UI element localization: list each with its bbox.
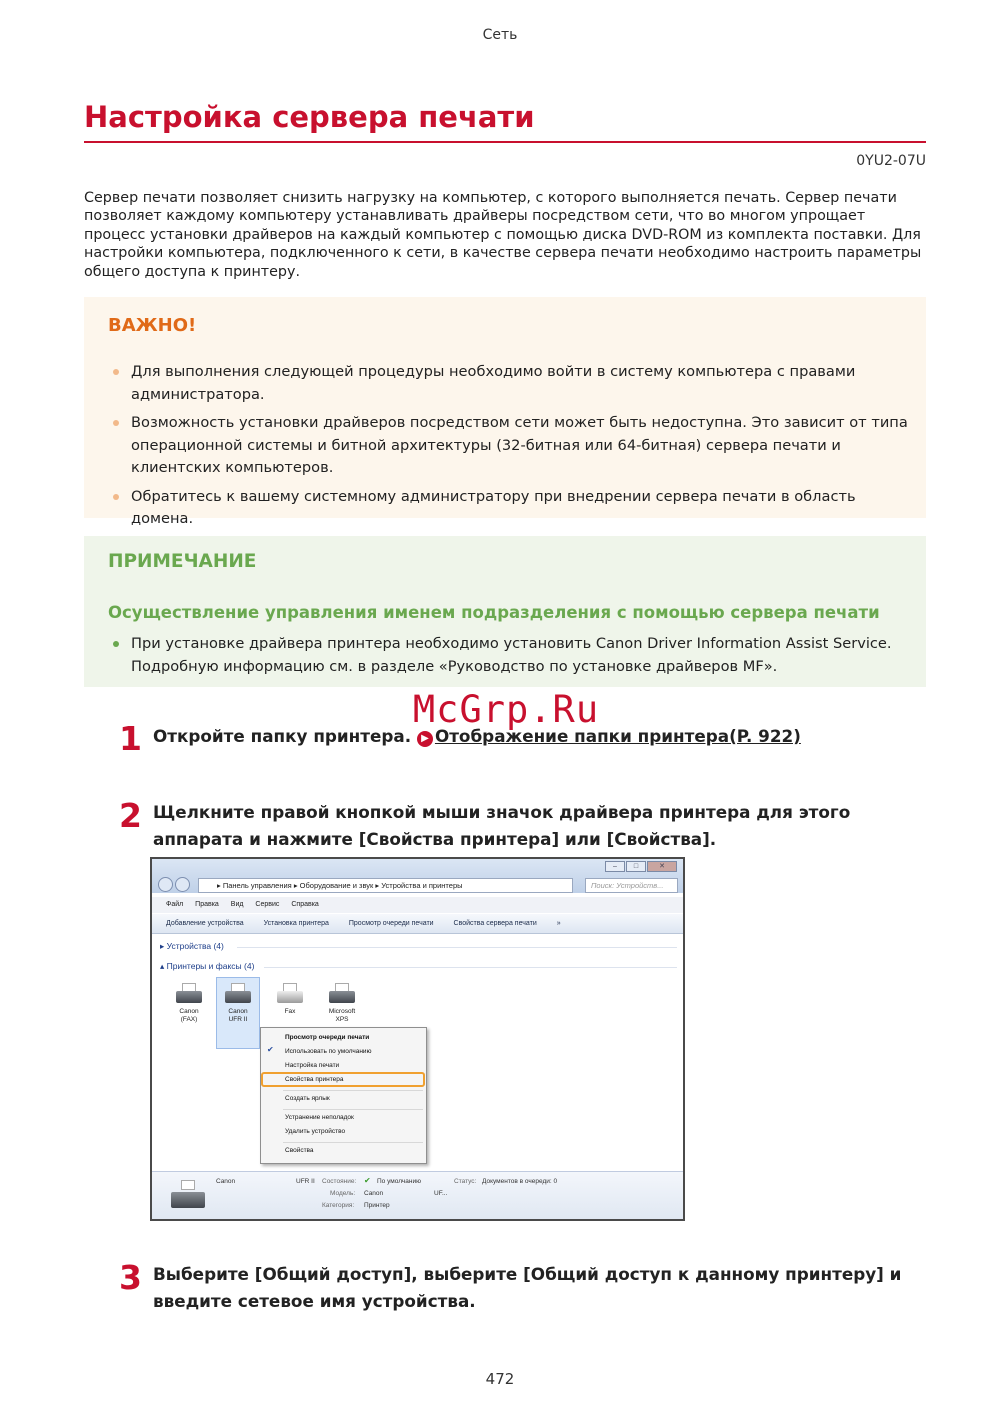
details-state-value: По умолчанию — [377, 1178, 421, 1185]
device-label: (FAX) — [180, 1016, 198, 1023]
printer-canon-fax[interactable] — [167, 983, 211, 1024]
back-icon[interactable] — [158, 877, 173, 892]
printer-icon — [327, 983, 357, 1005]
link-arrow-icon: ▶ — [417, 731, 433, 747]
minimize-icon[interactable]: – — [605, 861, 625, 872]
list-item: Обратитесь к вашему системному администратору при внедрении сервера печати в область домена. — [108, 486, 908, 531]
menu-help[interactable]: Справка — [291, 901, 319, 908]
command-bar — [152, 914, 683, 934]
step-text-3: Выберите [Общий доступ], выберите [Общий доступ к данному принтеру] и введите сетевое имя устройства. — [153, 1264, 902, 1311]
important-title: ВАЖНО! — [108, 315, 197, 336]
window-controls — [604, 861, 677, 872]
menu-item-preferences[interactable]: Настройка печати — [285, 1062, 340, 1069]
page-number: 472 — [485, 1370, 515, 1388]
device-label: Fax — [284, 1008, 296, 1015]
step-1-link-label: Отображение папки принтера(P. 922) — [434, 726, 801, 746]
menu-item-printer-properties[interactable]: Свойства принтера — [285, 1076, 344, 1083]
menu-item-set-default[interactable]: Использовать по умолчанию — [285, 1048, 372, 1055]
details-pane — [152, 1171, 683, 1221]
menu-view[interactable]: Вид — [230, 901, 244, 908]
address-bar[interactable]: ▸ Панель управления ▸ Оборудование и звук ▸ Устройства и принтеры — [198, 878, 573, 893]
note-list — [108, 633, 908, 678]
group-divider — [237, 947, 677, 948]
note-box — [84, 536, 926, 687]
printer-icon — [223, 983, 253, 1005]
step-1-instruction: Откройте папку принтера. — [153, 726, 412, 746]
list-item: Возможность установки драйверов посредством сети может быть недоступна. Это зависит от типа операционной системы и битной архитектуры (32-битная или 64-битная) сервера печати и клиентских компьютеров. — [108, 412, 908, 480]
group-devices[interactable]: ▸ Устройства (4) — [160, 941, 224, 951]
list-item: При установке драйвера принтера необходимо установить Canon Driver Information Assist Service. Подробную информацию см. в разделе «Руководство по установке драйверов MF». — [108, 633, 908, 678]
device-label: UFR II — [228, 1016, 248, 1023]
search-input[interactable]: Поиск: Устройств... — [585, 878, 678, 893]
menu-separator — [283, 1142, 423, 1143]
details-category-label: Категория: — [322, 1202, 355, 1209]
title-divider — [84, 141, 926, 143]
important-box — [84, 297, 926, 527]
device-label: XPS — [335, 1016, 349, 1023]
group-divider — [264, 967, 677, 968]
details-name: Canon — [216, 1178, 236, 1185]
step-text-1 — [153, 723, 913, 750]
menu-item-see-queue[interactable]: Просмотр очереди печати — [285, 1034, 370, 1041]
note-subtitle: Осуществление управления именем подразделения с помощью сервера печати — [108, 603, 880, 622]
device-label: Microsoft — [328, 1008, 356, 1015]
details-model-value: Canon — [364, 1190, 384, 1197]
intro-paragraph: Сервер печати позволяет снизить нагрузку на компьютер, с которого выполняется печать. Сервер печати позволяет каждому компьютеру устанавливать драйверы посредством сети, что во многом упрощает процесс установки драйверов на каждый компьютер с помощью диска DVD-ROM из комплекта поставки. Для настройки компьютера, подключенного к сети, в качестве сервера печати необходимо настроить параметры общего доступа к принтеру. — [84, 190, 922, 280]
running-header: Сеть — [482, 27, 518, 43]
details-status-value: Документов в очереди: 0 — [482, 1178, 558, 1185]
details-driver: UFR II — [296, 1178, 315, 1185]
add-printer-button[interactable]: Установка принтера — [263, 920, 329, 927]
printer-icon — [174, 983, 204, 1005]
step-1-link[interactable] — [417, 726, 801, 746]
server-properties-button[interactable]: Свойства сервера печати — [453, 920, 537, 927]
device-label: Canon — [179, 1008, 199, 1015]
group-printers[interactable]: ▴ Принтеры и факсы (4) — [160, 961, 255, 971]
details-status-label: Статус: — [454, 1178, 477, 1185]
details-state-label: Состояние: — [322, 1178, 357, 1185]
maximize-icon[interactable]: □ — [626, 861, 646, 872]
menu-item-create-shortcut[interactable]: Создать ярлык — [285, 1095, 330, 1102]
group-devices-label: Устройства (4) — [166, 941, 224, 951]
default-check-icon: ✔ — [364, 1176, 371, 1185]
step-text-2: Щелкните правой кнопкой мыши значок драйвера принтера для этого аппарата и нажмите [Свойства принтера] или [Свойства]. — [153, 802, 851, 849]
menu-bar — [152, 897, 683, 913]
device-label: Canon — [228, 1008, 248, 1015]
menu-separator — [283, 1109, 423, 1110]
step-number-1: 1 — [119, 719, 142, 758]
add-device-button[interactable]: Добавление устройства — [166, 920, 244, 927]
more-commands-button[interactable]: » — [556, 920, 561, 927]
list-item: Для выполнения следующей процедуры необходимо войти в систему компьютера с правами администратора. — [108, 361, 908, 406]
menu-item-remove-device[interactable]: Удалить устройство — [285, 1128, 346, 1135]
document-id: 0YU2-07U — [856, 153, 926, 169]
details-model-label: Модель: — [330, 1190, 356, 1197]
watermark: McGrp.Ru — [412, 688, 600, 731]
close-icon[interactable]: ✕ — [647, 861, 677, 872]
details-printer-icon — [166, 1180, 210, 1213]
menu-file[interactable]: Файл — [166, 901, 184, 908]
note-title: ПРИМЕЧАНИЕ — [108, 551, 257, 572]
forward-icon[interactable] — [175, 877, 190, 892]
page-title: Настройка сервера печати — [84, 100, 535, 134]
explorer-screenshot — [150, 857, 685, 1221]
important-list — [108, 361, 908, 537]
menu-item-troubleshoot[interactable]: Устранение неполадок — [285, 1114, 354, 1121]
step-number-2: 2 — [119, 796, 142, 835]
menu-item-properties[interactable]: Свойства — [285, 1147, 314, 1154]
menu-separator — [283, 1090, 423, 1091]
check-icon: ✔ — [267, 1045, 274, 1054]
title-bar — [152, 859, 683, 893]
step-number-3: 3 — [119, 1258, 142, 1297]
menu-tools[interactable]: Сервис — [255, 901, 280, 908]
printer-xps[interactable] — [320, 983, 364, 1024]
context-menu — [260, 1027, 427, 1164]
details-model-suffix: UF... — [434, 1190, 448, 1197]
printer-canon-ufr[interactable] — [216, 977, 260, 1049]
details-category-value: Принтер — [364, 1202, 390, 1209]
see-queue-button[interactable]: Просмотр очереди печати — [348, 920, 434, 927]
menu-edit[interactable]: Правка — [195, 901, 219, 908]
group-printers-label: Принтеры и факсы (4) — [166, 961, 255, 971]
printer-fax[interactable] — [268, 983, 312, 1016]
fax-icon — [275, 983, 305, 1005]
